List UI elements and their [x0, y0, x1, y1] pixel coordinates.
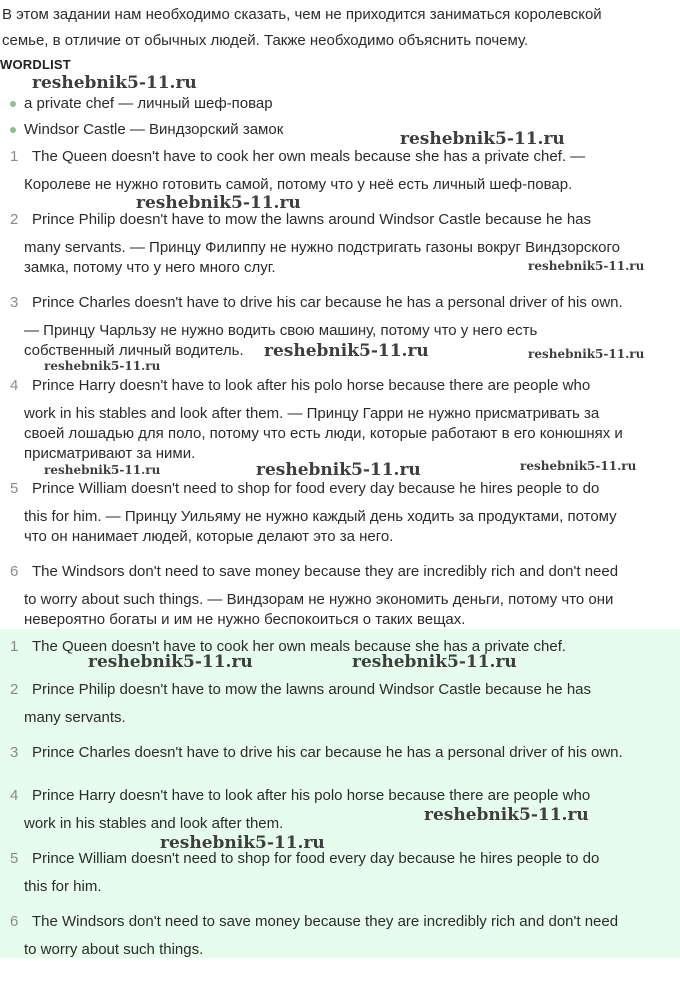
answer-line: work in his stables and look after them.: [24, 815, 284, 832]
wordlist-item: a private chef — личный шеф-повар: [24, 95, 273, 112]
answer-line: to worry about such things.: [24, 941, 204, 958]
bullet-icon: [10, 101, 16, 107]
answer-line: work in his stables and look after them. — Принцу Гарри не нужно присматривать за: [24, 405, 600, 422]
answer-line: Prince William doesn't need to shop for food every day because he hires people to do: [32, 850, 600, 867]
watermark: reshebnik5-11.ru: [136, 193, 301, 213]
answer-line: Prince Charles doesn't have to drive his car because he has a personal driver of his own.: [32, 294, 623, 311]
answer-number: 5: [10, 850, 19, 867]
answer-number: 4: [10, 377, 19, 394]
answer-number: 3: [10, 294, 19, 311]
answer-number: 6: [10, 913, 19, 930]
answer-line: Prince Philip doesn't have to mow the lawns around Windsor Castle because he has: [32, 681, 592, 698]
watermark: reshebnik5-11.ru: [528, 347, 645, 361]
watermark: reshebnik5-11.ru: [264, 341, 429, 361]
answer-line: The Queen doesn't have to cook her own meals because she has a private chef. —: [32, 148, 586, 165]
watermark: reshebnik5-11.ru: [44, 359, 161, 373]
watermark: reshebnik5-11.ru: [160, 833, 325, 853]
answer-line: Prince Harry doesn't have to look after his polo horse because there are people who: [32, 377, 591, 394]
answer-line: Prince Philip doesn't have to mow the lawns around Windsor Castle because he has: [32, 211, 592, 228]
watermark: reshebnik5-11.ru: [44, 463, 161, 477]
watermark: reshebnik5-11.ru: [352, 652, 517, 672]
answer-line: The Queen doesn't have to cook her own meals because she has a private chef.: [32, 638, 567, 655]
wordlist-title: WORDLIST: [0, 57, 71, 72]
answer-line: this for him.: [24, 878, 102, 895]
answer-number: 2: [10, 211, 19, 228]
answer-number: 4: [10, 787, 19, 804]
answer-line: Prince Harry doesn't have to look after his polo horse because there are people who: [32, 787, 591, 804]
answer-line: to worry about such things. — Виндзорам не нужно экономить деньги, потому что они: [24, 591, 614, 608]
answer-line: Королеве не нужно готовить самой, потому что у неё есть личный шеф-повар.: [24, 176, 573, 193]
answer-number: 5: [10, 480, 19, 497]
watermark: reshebnik5-11.ru: [256, 460, 421, 480]
watermark: reshebnik5-11.ru: [400, 129, 565, 149]
watermark: reshebnik5-11.ru: [32, 73, 197, 93]
answer-line: замка, потому что у него много слуг.: [24, 259, 276, 276]
answer-number: 1: [10, 148, 19, 165]
answer-number: 2: [10, 681, 19, 698]
bullet-icon: [10, 127, 16, 133]
answer-line: — Принцу Чарльзу не нужно водить свою машину, потому что у него есть: [24, 322, 538, 339]
answer-line: Prince William doesn't need to shop for food every day because he hires people to do: [32, 480, 600, 497]
watermark: reshebnik5-11.ru: [520, 459, 637, 473]
answer-line: The Windsors don't need to save money because they are incredibly rich and don't need: [32, 913, 619, 930]
answer-line: присматривают за ними.: [24, 445, 196, 462]
watermark: reshebnik5-11.ru: [424, 805, 589, 825]
answer-line: many servants.: [24, 709, 126, 726]
answer-line: Prince Charles doesn't have to drive his car because he has a personal driver of his own.: [32, 744, 623, 761]
answer-line: невероятно богаты и им не нужно беспокоиться о таких вещах.: [24, 611, 466, 628]
answer-line: собственный личный водитель.: [24, 342, 244, 359]
answer-number: 1: [10, 638, 19, 655]
answer-number: 6: [10, 563, 19, 580]
wordlist-item: Windsor Castle — Виндзорский замок: [24, 121, 284, 138]
intro-line-1: В этом задании нам необходимо сказать, чем не приходится заниматься королевской: [2, 6, 602, 23]
answer-line: many servants. — Принцу Филиппу не нужно подстригать газоны вокруг Виндзорского: [24, 239, 620, 256]
answer-line: this for him. — Принцу Уильяму не нужно каждый день ходить за продуктами, потому: [24, 508, 617, 525]
answer-line: The Windsors don't need to save money because they are incredibly rich and don't need: [32, 563, 619, 580]
answer-line: что он нанимает людей, которые делают это за него.: [24, 528, 394, 545]
intro-line-2: семье, в отличие от обычных людей. Также необходимо объяснить почему.: [2, 32, 529, 49]
watermark: reshebnik5-11.ru: [88, 652, 253, 672]
watermark: reshebnik5-11.ru: [528, 259, 645, 273]
answer-number: 3: [10, 744, 19, 761]
answer-line: своей лошадью для поло, потому что есть люди, которые работают в его конюшнях и: [24, 425, 623, 442]
